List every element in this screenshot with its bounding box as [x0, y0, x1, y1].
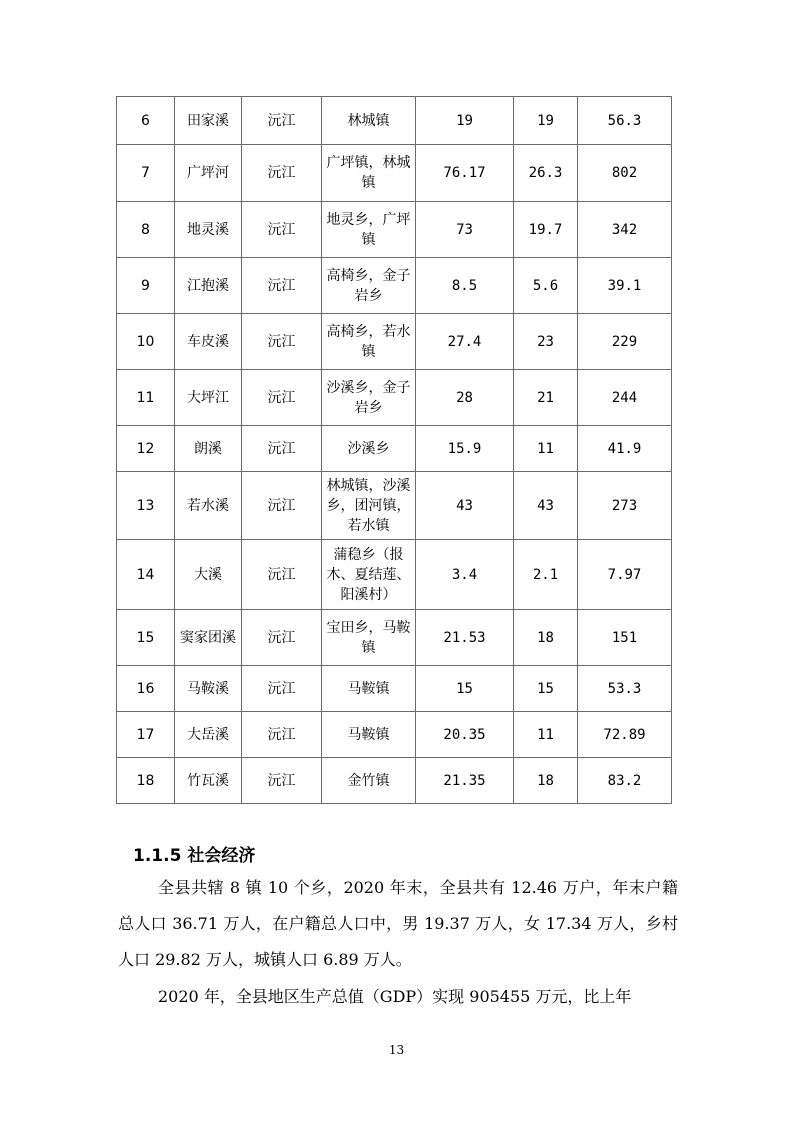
cell-value-2: 43	[514, 472, 578, 540]
table-row	[117, 202, 672, 258]
cell-number: 9	[117, 258, 175, 314]
table-row	[117, 540, 672, 610]
cell-basin: 沅江	[242, 370, 322, 426]
cell-value-1: 27.4	[416, 314, 514, 370]
cell-river-name: 朗溪	[175, 426, 242, 472]
cell-basin: 沅江	[242, 472, 322, 540]
cell-value-3: 72.89	[578, 712, 672, 758]
river-table	[116, 96, 672, 804]
cell-value-1: 28	[416, 370, 514, 426]
cell-value-3: 342	[578, 202, 672, 258]
cell-river-name: 江抱溪	[175, 258, 242, 314]
cell-value-3: 7.97	[578, 540, 672, 610]
cell-value-3: 83.2	[578, 758, 672, 804]
cell-value-1: 73	[416, 202, 514, 258]
cell-value-2: 23	[514, 314, 578, 370]
cell-value-1: 15	[416, 666, 514, 712]
table-row	[117, 472, 672, 540]
cell-basin: 沅江	[242, 426, 322, 472]
cell-value-1: 15.9	[416, 426, 514, 472]
paragraph-population: 全县共辖 8 镇 10 个乡，2020 年末，全县共有 12.46 万户，年末户籍总人口 36.71 万人，在户籍总人口中，男 19.37 万人，女 17.34 万人，乡村人口 29.82 万人，城镇人口 6.89 万人。	[118, 878, 678, 969]
cell-basin: 沅江	[242, 258, 322, 314]
cell-number: 6	[117, 97, 175, 145]
cell-river-name: 田家溪	[175, 97, 242, 145]
cell-number: 7	[117, 145, 175, 202]
cell-towns: 地灵乡，广坪镇	[322, 202, 416, 258]
cell-number: 16	[117, 666, 175, 712]
table-row	[117, 712, 672, 758]
cell-towns: 高椅乡，若水镇	[322, 314, 416, 370]
cell-basin: 沅江	[242, 610, 322, 666]
cell-basin: 沅江	[242, 314, 322, 370]
cell-basin: 沅江	[242, 666, 322, 712]
cell-river-name: 大溪	[175, 540, 242, 610]
cell-value-2: 19	[514, 97, 578, 145]
cell-towns: 金竹镇	[322, 758, 416, 804]
cell-value-2: 19.7	[514, 202, 578, 258]
cell-river-name: 地灵溪	[175, 202, 242, 258]
cell-value-3: 802	[578, 145, 672, 202]
cell-value-2: 5.6	[514, 258, 578, 314]
cell-value-1: 21.53	[416, 610, 514, 666]
cell-towns: 高椅乡，金子岩乡	[322, 258, 416, 314]
cell-number: 12	[117, 426, 175, 472]
cell-number: 17	[117, 712, 175, 758]
cell-basin: 沅江	[242, 712, 322, 758]
paragraph-gdp: 2020 年，全县地区生产总值（GDP）实现 905455 万元，比上年	[158, 987, 632, 1006]
cell-value-2: 21	[514, 370, 578, 426]
table-row	[117, 145, 672, 202]
cell-basin: 沅江	[242, 145, 322, 202]
cell-value-2: 18	[514, 758, 578, 804]
cell-value-2: 26.3	[514, 145, 578, 202]
cell-number: 11	[117, 370, 175, 426]
cell-basin: 沅江	[242, 97, 322, 145]
cell-number: 8	[117, 202, 175, 258]
cell-value-1: 3.4	[416, 540, 514, 610]
cell-value-2: 11	[514, 712, 578, 758]
cell-basin: 沅江	[242, 540, 322, 610]
page-number: 13	[388, 1043, 405, 1057]
table-row	[117, 370, 672, 426]
cell-number: 13	[117, 472, 175, 540]
cell-value-1: 20.35	[416, 712, 514, 758]
cell-value-3: 39.1	[578, 258, 672, 314]
cell-river-name: 车皮溪	[175, 314, 242, 370]
cell-towns: 广坪镇，林城镇	[322, 145, 416, 202]
cell-value-1: 19	[416, 97, 514, 145]
cell-value-3: 151	[578, 610, 672, 666]
cell-number: 10	[117, 314, 175, 370]
cell-value-1: 76.17	[416, 145, 514, 202]
cell-value-2: 11	[514, 426, 578, 472]
cell-towns: 宝田乡，马鞍镇	[322, 610, 416, 666]
cell-value-3: 41.9	[578, 426, 672, 472]
cell-river-name: 大岳溪	[175, 712, 242, 758]
table-row	[117, 426, 672, 472]
cell-river-name: 窦家团溪	[175, 610, 242, 666]
cell-value-1: 21.35	[416, 758, 514, 804]
cell-towns: 林城镇，沙溪乡，团河镇，若水镇	[322, 472, 416, 540]
table-row	[117, 258, 672, 314]
cell-number: 14	[117, 540, 175, 610]
cell-value-3: 273	[578, 472, 672, 540]
cell-value-2: 15	[514, 666, 578, 712]
cell-towns: 蒲稳乡（报木、夏结莲、阳溪村）	[322, 540, 416, 610]
table-row	[117, 314, 672, 370]
cell-river-name: 大坪江	[175, 370, 242, 426]
cell-river-name: 竹瓦溪	[175, 758, 242, 804]
cell-value-3: 56.3	[578, 97, 672, 145]
cell-value-1: 8.5	[416, 258, 514, 314]
cell-towns: 沙溪乡	[322, 426, 416, 472]
table-row	[117, 97, 672, 145]
cell-number: 18	[117, 758, 175, 804]
cell-value-3: 229	[578, 314, 672, 370]
cell-basin: 沅江	[242, 202, 322, 258]
cell-value-3: 244	[578, 370, 672, 426]
cell-value-2: 18	[514, 610, 578, 666]
cell-towns: 林城镇	[322, 97, 416, 145]
cell-basin: 沅江	[242, 758, 322, 804]
cell-value-1: 43	[416, 472, 514, 540]
cell-towns: 马鞍镇	[322, 666, 416, 712]
table-row	[117, 610, 672, 666]
cell-river-name: 广坪河	[175, 145, 242, 202]
cell-number: 15	[117, 610, 175, 666]
cell-value-2: 2.1	[514, 540, 578, 610]
cell-river-name: 若水溪	[175, 472, 242, 540]
table-row	[117, 758, 672, 804]
cell-towns: 沙溪乡，金子岩乡	[322, 370, 416, 426]
cell-towns: 马鞍镇	[322, 712, 416, 758]
cell-value-3: 53.3	[578, 666, 672, 712]
section-title: 1.1.5 社会经济	[133, 846, 256, 866]
table-row	[117, 666, 672, 712]
cell-river-name: 马鞍溪	[175, 666, 242, 712]
river-table-body	[117, 97, 672, 804]
